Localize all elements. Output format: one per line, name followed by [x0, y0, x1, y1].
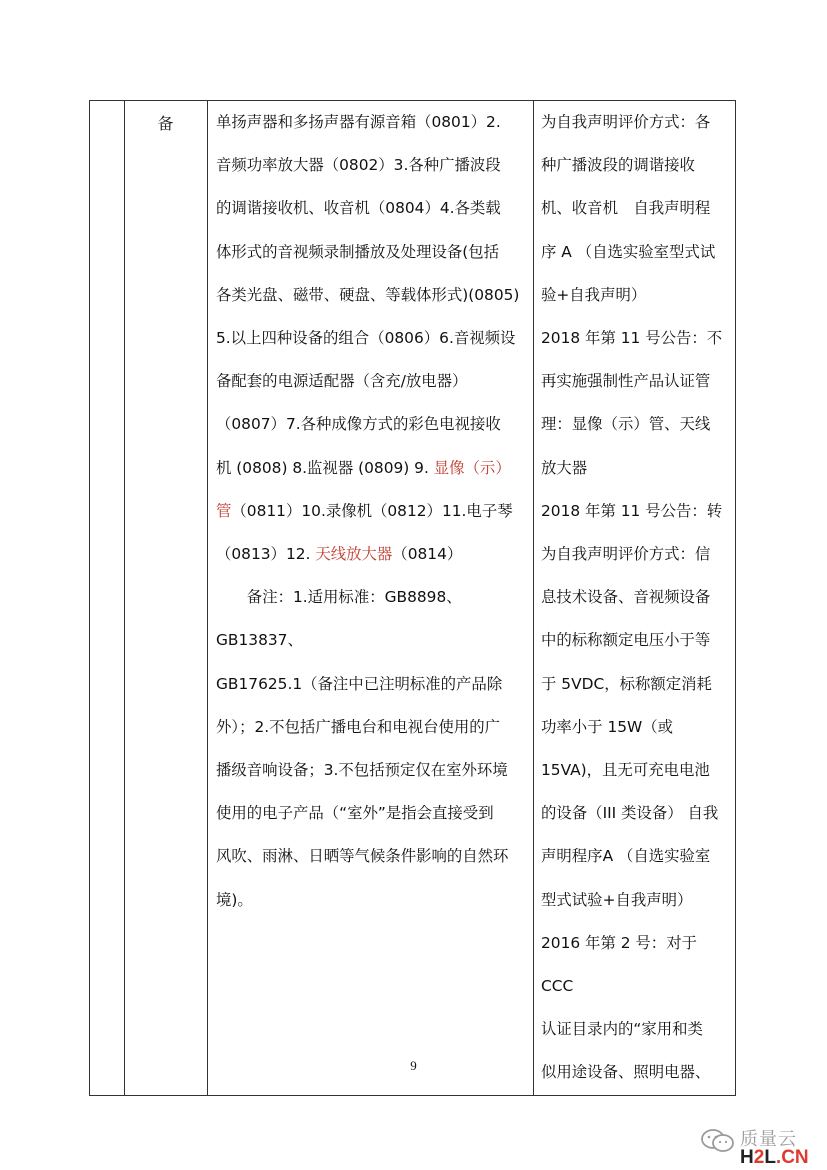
note-line: 使用的电子产品（“室外”是指会直接受到 — [216, 804, 494, 823]
remark-text — [534, 101, 735, 1095]
product-line — [216, 231, 530, 274]
remark-line: 于 5VDC，标称额定消耗 — [541, 674, 712, 693]
product-text: 音频功率放大器（0802）3.各种广播波段 — [216, 156, 501, 175]
remark-line: 2018 年第 11 号公告：不 — [541, 329, 723, 348]
remark-line: 再实施强制性产品认证管 — [541, 372, 711, 391]
product-text: （0814） — [392, 545, 463, 564]
remark-line: 声明程序A （自选实验室 — [541, 847, 711, 866]
remark-cell — [534, 101, 736, 1096]
page-number: 9 — [410, 1058, 417, 1073]
remark-line: 放大器 — [541, 458, 588, 477]
remark-line: 为自我声明评价方式：各 — [541, 113, 711, 131]
product-text: （0813）12. — [216, 545, 316, 564]
note-line: 播级音响设备；3.不包括预定仅在室外环境 — [216, 761, 508, 780]
wechat-icon — [700, 1128, 736, 1154]
remark-line: 似用途设备、照明电器、 — [541, 1063, 711, 1082]
product-text: 备配套的电源适配器（含充/放电器） — [216, 372, 468, 391]
remark-line: 型式试验+自我声明） — [541, 890, 693, 909]
product-text: （0811）10.录像机（0812）11.电子琴 — [231, 501, 513, 520]
product-line — [216, 533, 530, 576]
product-list — [216, 101, 530, 576]
note-line: GB17625.1（备注中已注明标准的产品除 — [216, 674, 503, 693]
table-row — [90, 101, 736, 1096]
product-line — [216, 101, 530, 144]
remark-line: 2016 年第 2 号：对于 CCC — [541, 933, 697, 996]
category-cell — [125, 101, 208, 1096]
site-logo: H2L.CN — [740, 1147, 809, 1168]
product-text: 体形式的音视频录制播放及处理设备(包括 — [216, 242, 500, 261]
remark-line: 序 A （自选实验室型式试 — [541, 242, 716, 261]
product-text: 各类光盘、磁带、硬盘、等载体形式)(0805) — [216, 285, 520, 304]
category-label: 备 — [157, 114, 175, 133]
product-list-cell — [208, 101, 534, 1096]
product-line — [216, 447, 530, 490]
note-line: 备注：1.适用标准：GB8898、GB13837、 — [216, 588, 462, 650]
remark-line: 认证目录内的“家用和类 — [541, 1020, 703, 1039]
remark-line: 2018 年第 11 号公告：转 — [541, 501, 723, 520]
product-table — [89, 100, 736, 1096]
remark-line: 为自我声明评价方式：信 — [541, 545, 711, 564]
remark-line: 息技术设备、音视频设备 — [541, 588, 711, 607]
note-text — [216, 576, 530, 922]
product-line — [216, 490, 530, 533]
note-line: 外）；2.不包括广播电台和电视台使用的广 — [216, 717, 501, 736]
remark-line: 理：显像（示）管、天线 — [541, 415, 711, 434]
product-line — [216, 144, 530, 187]
remark-line: 的设备（III 类设备） 自我 — [541, 804, 719, 823]
watermark — [700, 1120, 827, 1170]
product-text: 的调谐接收机、收音机（0804）4.各类载 — [216, 199, 501, 218]
remark-line: 中的标称额定电压小于等 — [541, 631, 711, 650]
product-line — [216, 187, 530, 230]
product-line — [216, 403, 530, 446]
remark-line: 机、收音机 自我声明程 — [541, 199, 711, 218]
product-text: 单扬声器和多扬声器有源音箱（0801）2. — [216, 113, 501, 131]
index-cell — [90, 101, 125, 1096]
watermark-text: 质量云 — [740, 1129, 797, 1150]
product-line — [216, 274, 530, 317]
remark-line: 种广播波段的调谐接收 — [541, 156, 695, 175]
product-line — [216, 360, 530, 403]
product-text: 机 (0808) 8.监视器 (0809) 9. — [216, 458, 434, 477]
note-line: 境)。 — [216, 890, 253, 909]
product-text: 5.以上四种设备的组合（0806）6.音视频设 — [216, 329, 516, 348]
product-text: （0807）7.各种成像方式的彩色电视接收 — [216, 415, 501, 434]
highlighted-product: 管 — [216, 501, 232, 520]
product-line — [216, 317, 530, 360]
highlighted-product: 显像（示） — [433, 458, 511, 477]
remark-line: 功率小于 15W（或 — [541, 717, 674, 736]
note-line: 风吹、雨淋、日晒等气候条件影响的自然环 — [216, 847, 509, 866]
remark-line: 15VA)，且无可充电电池 — [541, 761, 710, 780]
highlighted-product: 天线放大器 — [315, 545, 393, 564]
remark-line: 验+自我声明） — [541, 285, 647, 304]
